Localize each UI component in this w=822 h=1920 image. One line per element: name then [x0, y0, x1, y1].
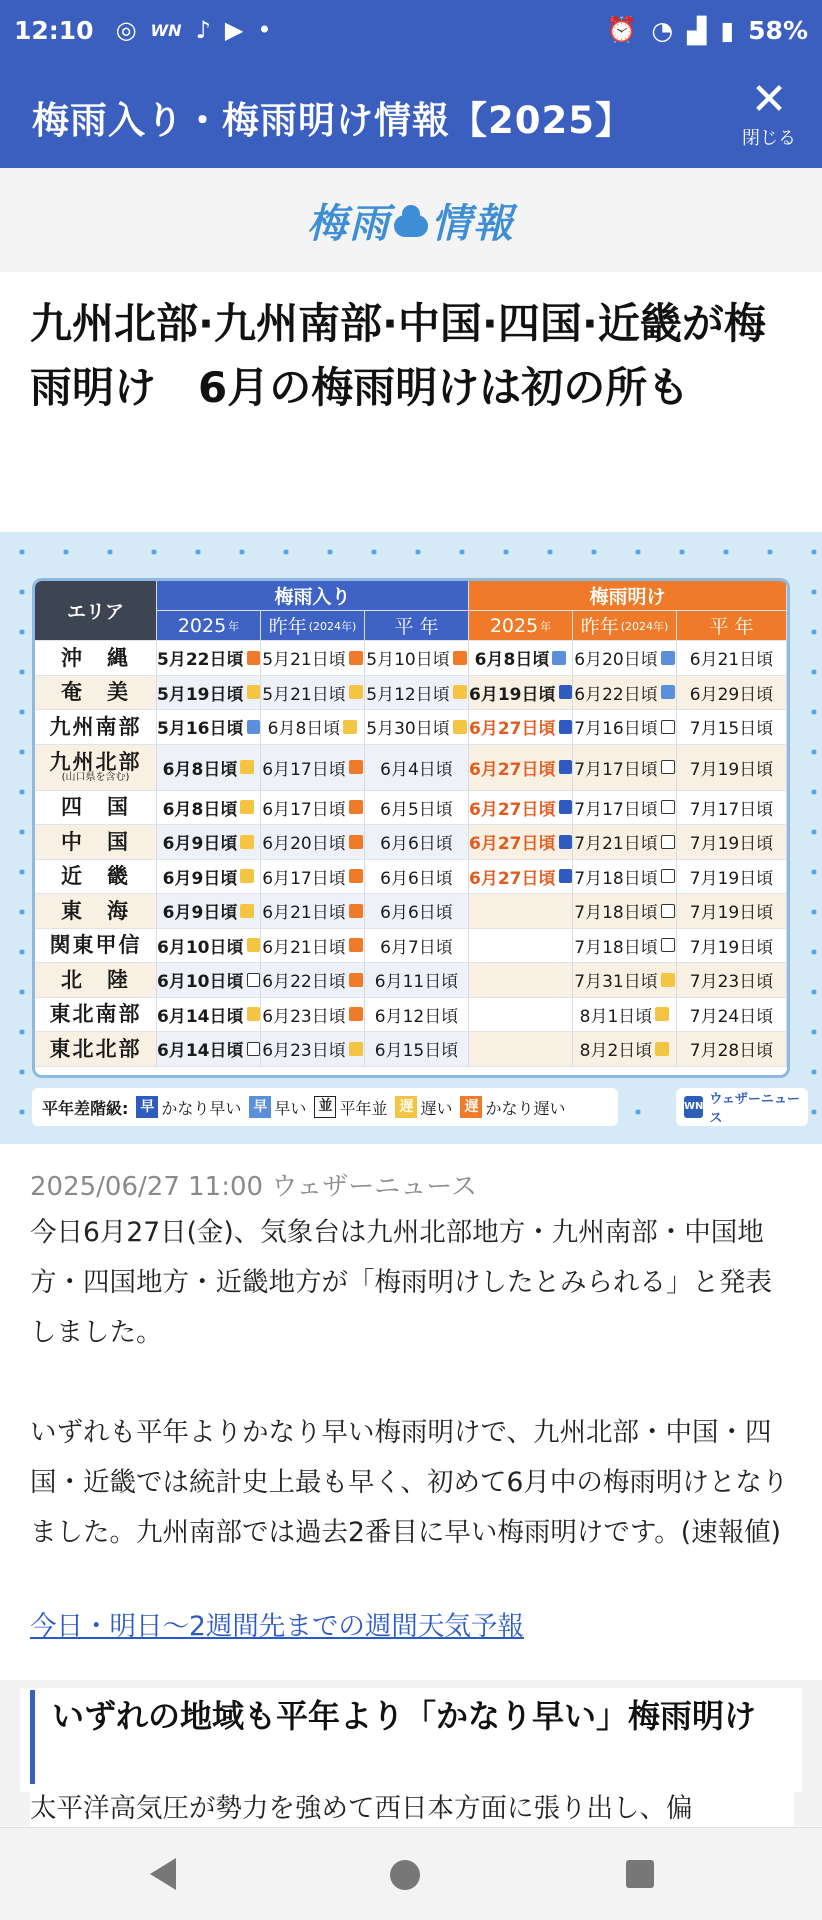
rainy-season-infographic: [0, 532, 822, 1144]
signal-icon: ▟: [687, 15, 707, 45]
deviation-badge: [349, 938, 363, 952]
deviation-badge: [247, 938, 261, 952]
date-cell: 7月18日頃: [573, 929, 677, 964]
date-cell: 7月17日頃: [677, 791, 787, 826]
exit-last-header: 昨年 (2024年): [573, 611, 677, 641]
deviation-badge: [247, 720, 261, 734]
deviation-badge: [247, 973, 261, 987]
entry-last-header: 昨年 (2024年): [261, 611, 365, 641]
date-cell: 5月12日頃: [365, 676, 469, 711]
date-cell: 6月22日頃: [573, 676, 677, 711]
deviation-badge: [453, 651, 467, 665]
chrome-icon: ◎: [115, 16, 137, 44]
deviation-badge: [661, 800, 675, 814]
deviation-badge: [661, 651, 675, 665]
exit-header: 梅雨明け: [469, 581, 787, 611]
deviation-badge: [247, 685, 261, 699]
system-nav-bar: [0, 1827, 822, 1920]
date-cell: 6月27日頃: [469, 791, 573, 826]
entry-2025-header: 2025 年: [157, 611, 261, 641]
date-cell: 7月17日頃: [573, 745, 677, 791]
date-cell: 6月27日頃: [469, 710, 573, 745]
date-cell: 6月20日頃: [261, 825, 365, 860]
weathernews-logo: WN ウェザーニュース: [676, 1088, 808, 1126]
date-cell: [469, 929, 573, 964]
date-cell: 5月22日頃: [157, 641, 261, 676]
deviation-badge: [349, 760, 363, 774]
page-title: 梅雨入り・梅雨明け情報【2025】: [32, 99, 633, 142]
area-cell: 東 海: [35, 894, 157, 929]
battery-icon: ▮: [720, 15, 735, 45]
date-cell: 6月9日頃: [157, 825, 261, 860]
date-cell: 6月23日頃: [261, 1032, 365, 1067]
date-cell: 6月23日頃: [261, 998, 365, 1033]
deviation-badge: [247, 1042, 261, 1056]
date-cell: 7月19日頃: [677, 894, 787, 929]
deviation-badge: [349, 835, 363, 849]
app-header: [0, 60, 822, 168]
date-cell: 7月18日頃: [573, 860, 677, 895]
date-cell: 6月8日頃: [157, 745, 261, 791]
date-cell: 6月14日頃: [157, 998, 261, 1033]
date-cell: 7月31日頃: [573, 963, 677, 998]
tsuyu-info-logo: 梅雨 情報: [307, 200, 515, 247]
deviation-badge: [240, 904, 254, 918]
deviation-badge: [559, 800, 573, 814]
legend-title: 平年差階級:: [42, 1098, 129, 1118]
article-headline: 九州北部·九州南部·中国·四国·近畿が梅雨明け 6月の梅雨明けは初の所も: [30, 299, 766, 412]
date-cell: 7月18日頃: [573, 894, 677, 929]
date-cell: 6月11日頃: [365, 963, 469, 998]
date-cell: 6月19日頃: [469, 676, 573, 711]
date-cell: 6月29日頃: [677, 676, 787, 711]
back-icon[interactable]: [150, 1858, 176, 1890]
date-cell: 8月1日頃: [573, 998, 677, 1033]
date-cell: 5月30日頃: [365, 710, 469, 745]
notification-dot-icon: •: [257, 16, 272, 44]
date-cell: [469, 1032, 573, 1067]
legend-late: 遅 遅い: [395, 1096, 452, 1119]
battery-percent: 58%: [748, 15, 808, 45]
tiktok-icon: ♪: [195, 16, 211, 44]
date-cell: 5月16日頃: [157, 710, 261, 745]
date-cell: 6月7日頃: [365, 929, 469, 964]
deviation-badge: [240, 869, 254, 883]
date-cell: 5月21日頃: [261, 641, 365, 676]
legend-normal: 並 平年並: [314, 1096, 387, 1119]
weathernews-icon: WN: [150, 20, 182, 40]
date-cell: 6月17日頃: [261, 745, 365, 791]
date-cell: 6月27日頃: [469, 860, 573, 895]
date-cell: 6月6日頃: [365, 894, 469, 929]
deviation-badge: [552, 651, 566, 665]
date-cell: 6月9日頃: [157, 860, 261, 895]
area-cell: 中 国: [35, 825, 157, 860]
section-accent-bar: [30, 1690, 35, 1788]
deviation-badge: [559, 720, 573, 734]
close-button[interactable]: [734, 74, 804, 150]
deviation-badge: [349, 1007, 363, 1021]
deviation-badge: [349, 685, 363, 699]
date-cell: 6月4日頃: [365, 745, 469, 791]
deviation-badge: [661, 720, 675, 734]
clock: 12:10: [14, 15, 94, 45]
deviation-badge: [661, 835, 675, 849]
date-cell: 7月16日頃: [573, 710, 677, 745]
date-cell: 6月20日頃: [573, 641, 677, 676]
date-cell: 6月17日頃: [261, 791, 365, 826]
date-cell: 6月6日頃: [365, 860, 469, 895]
deviation-badge: [349, 651, 363, 665]
article-meta: 2025/06/27 11:00 ウェザーニュース: [30, 1172, 477, 1202]
deviation-badge: [349, 904, 363, 918]
date-cell: 6月21日頃: [677, 641, 787, 676]
deviation-badge: [247, 1007, 261, 1021]
home-icon[interactable]: [390, 1860, 420, 1890]
rainy-season-table: [32, 578, 790, 1078]
date-cell: 7月15日頃: [677, 710, 787, 745]
date-cell: 7月19日頃: [677, 860, 787, 895]
deviation-badge: [661, 973, 675, 987]
legend-very-early: 早 かなり早い: [136, 1096, 241, 1119]
exit-normal-header: 平 年: [677, 611, 787, 641]
date-cell: 5月19日頃: [157, 676, 261, 711]
brand-banner: [0, 168, 822, 272]
deviation-badge: [349, 800, 363, 814]
date-cell: 7月24日頃: [677, 998, 787, 1033]
date-cell: 6月8日頃: [261, 710, 365, 745]
wifi-icon: ◔: [651, 15, 674, 45]
legend: [32, 1088, 618, 1126]
date-cell: 7月28日頃: [677, 1032, 787, 1067]
deviation-badge: [453, 685, 467, 699]
date-cell: 6月27日頃: [469, 745, 573, 791]
deviation-badge: [349, 1042, 363, 1056]
area-cell: 近 畿: [35, 860, 157, 895]
deviation-badge: [453, 720, 467, 734]
article-paragraph-3: 太平洋高気圧が勢力を強めて西日本方面に張り出し、偏: [30, 1784, 794, 1834]
deviation-badge: [661, 760, 675, 774]
status-bar: [0, 0, 822, 60]
date-cell: 7月19日頃: [677, 929, 787, 964]
legend-early: 早 早い: [249, 1096, 306, 1119]
date-cell: 7月21日頃: [573, 825, 677, 860]
weekly-forecast-link[interactable]: 今日・明日〜2週間先までの週間天気予報: [30, 1611, 524, 1642]
weathernews-logo-icon: WN: [684, 1096, 703, 1118]
deviation-badge: [349, 973, 363, 987]
area-cell: 東北北部: [35, 1032, 157, 1067]
area-cell: 沖 縄: [35, 641, 157, 676]
deviation-badge: [343, 720, 357, 734]
date-cell: 6月21日頃: [261, 929, 365, 964]
area-cell: 四 国: [35, 791, 157, 826]
date-cell: 6月8日頃: [157, 791, 261, 826]
cloud-icon: [394, 215, 428, 237]
entry-normal-header: 平 年: [365, 611, 469, 641]
date-cell: 6月17日頃: [261, 860, 365, 895]
area-cell: 九州北部 (山口県を含む): [35, 745, 157, 791]
deviation-badge: [240, 835, 254, 849]
deviation-badge: [559, 835, 573, 849]
deviation-badge: [661, 904, 675, 918]
deviation-badge: [559, 760, 573, 774]
date-cell: 5月21日頃: [261, 676, 365, 711]
date-cell: 6月14日頃: [157, 1032, 261, 1067]
date-cell: 6月12日頃: [365, 998, 469, 1033]
close-icon: ✕: [750, 74, 788, 125]
exit-2025-header: 2025 年: [469, 611, 573, 641]
youtube-icon: ▶: [224, 16, 244, 44]
date-cell: 6月10日頃: [157, 963, 261, 998]
deviation-badge: [661, 869, 675, 883]
area-cell: 北 陸: [35, 963, 157, 998]
area-cell: 東北南部: [35, 998, 157, 1033]
deviation-badge: [349, 869, 363, 883]
deviation-badge: [559, 685, 573, 699]
date-cell: [469, 894, 573, 929]
date-cell: 7月19日頃: [677, 825, 787, 860]
date-cell: 6月9日頃: [157, 894, 261, 929]
area-cell: 関東甲信: [35, 929, 157, 964]
deviation-badge: [240, 760, 254, 774]
deviation-badge: [655, 1007, 669, 1021]
article-paragraph-1: 今日6月27日(金)、気象台は九州北部地方・九州南部・中国地方・四国地方・近畿地方が「梅雨明けしたとみられる」と発表しました。: [30, 1217, 772, 1348]
date-cell: 7月19日頃: [677, 745, 787, 791]
date-cell: 6月22日頃: [261, 963, 365, 998]
date-cell: 6月27日頃: [469, 825, 573, 860]
date-cell: 6月21日頃: [261, 894, 365, 929]
date-cell: 6月10日頃: [157, 929, 261, 964]
deviation-badge: [247, 651, 261, 665]
deviation-badge: [655, 1042, 669, 1056]
section-heading: いずれの地域も平年より「かなり早い」梅雨明け: [52, 1697, 757, 1735]
date-cell: 6月5日頃: [365, 791, 469, 826]
date-cell: 7月23日頃: [677, 963, 787, 998]
deviation-badge: [661, 685, 675, 699]
recent-apps-icon[interactable]: [626, 1860, 654, 1888]
date-cell: 8月2日頃: [573, 1032, 677, 1067]
close-label: 閉じる: [742, 128, 796, 149]
area-header: エリア: [35, 581, 157, 641]
date-cell: 6月15日頃: [365, 1032, 469, 1067]
deviation-badge: [559, 869, 573, 883]
date-cell: 5月10日頃: [365, 641, 469, 676]
date-cell: 7月17日頃: [573, 791, 677, 826]
date-cell: 6月8日頃: [469, 641, 573, 676]
entry-header: 梅雨入り: [157, 581, 469, 611]
alarm-icon: ⏰: [606, 15, 638, 44]
area-cell: 九州南部: [35, 710, 157, 745]
date-cell: 6月6日頃: [365, 825, 469, 860]
date-cell: [469, 963, 573, 998]
area-cell: 奄 美: [35, 676, 157, 711]
deviation-badge: [240, 800, 254, 814]
deviation-badge: [661, 938, 675, 952]
article-paragraph-2: いずれも平年よりかなり早い梅雨明けで、九州北部・中国・四国・近畿では統計史上最も早く、初めて6月中の梅雨明けとなりました。九州南部では過去2番目に早い梅雨明けです。(速報値): [30, 1417, 789, 1548]
date-cell: [469, 998, 573, 1033]
legend-very-late: 遅 かなり遅い: [460, 1096, 565, 1119]
